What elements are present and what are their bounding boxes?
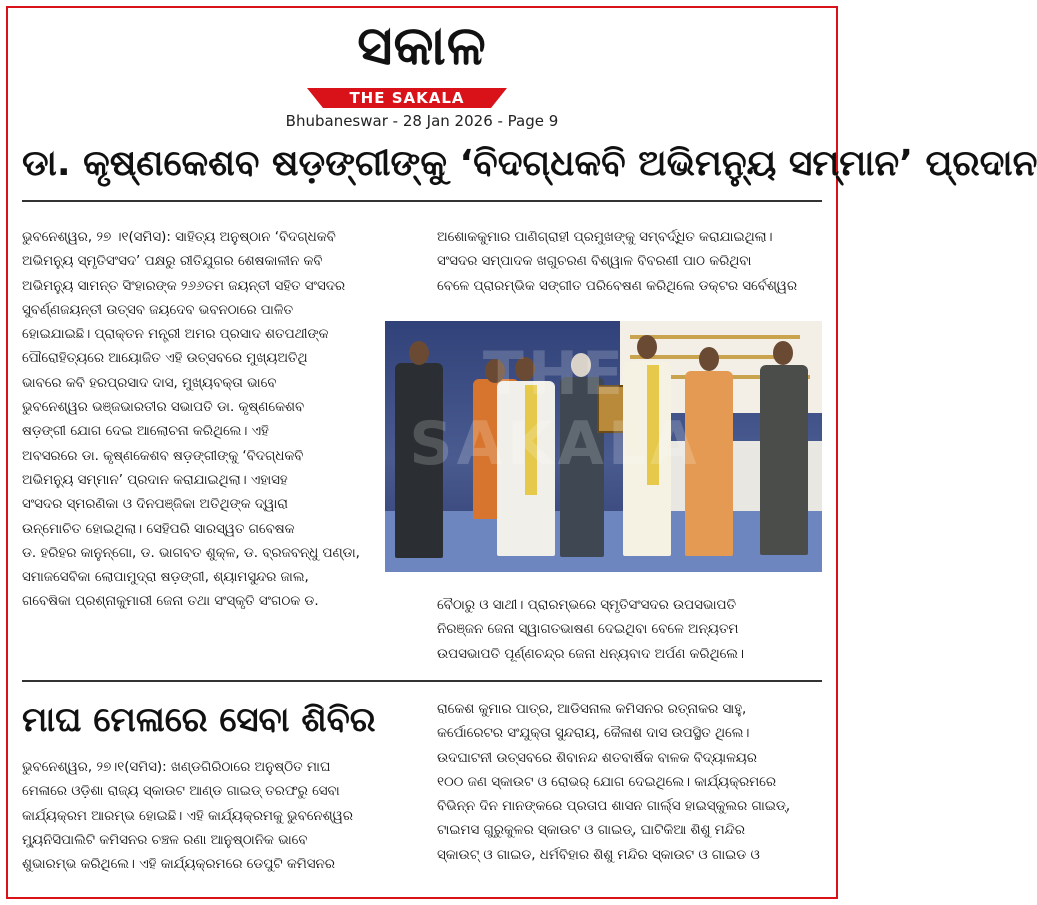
article-divider	[22, 680, 822, 682]
article-right-column-top	[437, 226, 823, 299]
article-line: ସଂସଦର ସମ୍ପାଦକ ଖଗୁଚରଣ ବିଶ୍ୱାଳ ବିବରଣୀ ପାଠ କରିଥିବା	[437, 254, 752, 270]
article-line: ଟାଇମସ ଗୁରୁକୁଳର ସ୍କାଉଟ ଓ ଗାଇଡ୍, ଘାଟିକିଆ ଶିଶୁ ମନ୍ଦିର	[437, 823, 745, 839]
article-line: ଡ. ହରିହର କାନୁନ୍‌ଗୋ, ଡ. ଭାଗବତ ଶୁକ୍ଳ, ଡ. ବ୍ରଜବନ୍ଧୁ ପଣ୍ଡା,	[22, 545, 360, 561]
article-line: ମେଳାରେ ଓଡ଼ିଶା ରାଜ୍ୟ ସ୍କାଉଟ ଆଣ୍ଡ ଗାଇଡ୍ ତରଫରୁ ସେବା	[22, 784, 340, 800]
event-photo	[385, 321, 822, 572]
article-line: କର୍ପୋରେଟର ସଂଯୁକ୍ତା ସୁନ୍ଦରାୟ, କୈଳାଶ ଦାସ ଉପସ୍ଥିତ ଥିଲେ।	[437, 726, 750, 742]
article-line: ଷଡ଼ଙ୍ଗୀ ଯୋଗ ଦେଇ ଆଲୋଚନା କରିଥିଲେ। ଏହି	[22, 424, 269, 440]
article-headline: ଡା. କୃଷ୍ଣକେଶବ ଷଡ଼ଙ୍ଗୀଙ୍କୁ ‘ବିଦଗ୍ଧକବି ଅଭିମନ୍ୟୁ ସମ୍ମାନ’ ପ୍ରଦାନ	[22, 143, 1037, 184]
article-left-column	[22, 226, 386, 615]
article-line: ବେଳେ ପ୍ରାରମ୍ଭିକ ସଙ୍ଗୀତ ପରିବେଷଣ କରିଥିଲେ ଡକ୍ଟର ସର୍ବେଶ୍ୱର	[437, 278, 798, 294]
dateline: Bhubaneswar - 28 Jan 2026 - Page 9	[285, 112, 559, 130]
article-line: ହୋଇଯାଇଛି। ପ୍ରାକ୍ତନ ମନ୍ତ୍ରୀ ଅମର ପ୍ରସାଦ ଶତପଥୀଙ୍କ	[22, 327, 329, 343]
article-line: ଗବେଷିକା ପ୍ରଶ୍ନାକୁମାରୀ ଜେନା ତଥା ସଂସ୍କୃତି ସଂଗଠକ ଡ.	[22, 594, 319, 610]
article-line: ମ୍ୟୁନିସିପାଲିଟି କମିସନର ଚଞ୍ଚଳ ରଣା ଆନୁଷ୍ଠାନିକ ଭାବେ	[22, 832, 308, 848]
article2-right-column	[437, 698, 823, 868]
article-line: ଉନ୍ମୋଚିତ ହୋଇଥିଲା। ସେହିପରି ସାରସ୍ୱତ ଗବେଷକ	[22, 521, 295, 537]
article-line: ଭୁବନେଶ୍ୱର ଭଞ୍ଜଭାରତୀର ସଭାପତି ଡା. କୃଷ୍ଣକେଶବ	[22, 400, 305, 416]
article2-left-column	[22, 756, 417, 877]
article-line: ଭୁବନେଶ୍ୱର, ୨୭।୧(ସମିସ): ଖଣ୍ଡଗିରିଠାରେ ଅନୁଷ୍ଠିତ ମାଘ	[22, 760, 331, 775]
article-line: ଶୁଭାରମ୍ଭ କରିଥିଲେ। ଏହି କାର୍ଯ୍ୟକ୍ରମରେ ଡେପୁଟି କମିସନର	[22, 857, 335, 873]
article-line: ସଂସଦର ସ୍ମରଣିକା ଓ ଦିନପଞ୍ଜିକା ଅତିଥିଙ୍କ ଦ୍ୱାରା	[22, 497, 288, 513]
article-line: ଭୁବନେଶ୍ୱର, ୨୭ ।୧(ସମିସ): ସାହିତ୍ୟ ଅନୁଷ୍ଠାନ ‘ବିଦଗ୍ଧକବି	[22, 230, 336, 245]
article-line: ଅଭିମନ୍ୟୁ ସମ୍ମାନ’ ପ୍ରଦାନ କରାଯାଇଥିଲା। ଏହାସହ	[22, 472, 288, 488]
newspaper-logo: ସକାଳ	[357, 14, 487, 77]
article-line: ରାକେଶ କୁମାର ପାତ୍ର, ଆଡିସନାଲ କମିସନର ରତ୍ନାକର ସାହୁ,	[437, 702, 747, 717]
photo-watermark: THE SAKALA	[409, 339, 701, 479]
article-line: ପୌରୋହିତ୍ୟରେ ଆୟୋଜିତ ଏହି ଉତ୍ସବରେ ମୁଖ୍ୟଅତିଥି	[22, 351, 308, 367]
logo-ribbon-text: THE SAKALA	[349, 89, 465, 107]
article-line: ବୈଠାରୁ ଓ ସାଥୀ। ପ୍ରାରମ୍ଭରେ ସ୍ମୃତିସଂସଦର ଉପସଭାପତି	[437, 598, 737, 613]
article-line: ୧୦୦ ଜଣ ସ୍କାଉଟ ଓ ରୋଭର୍ ଯୋଗ ଦେଇଥିଲେ। କାର୍ଯ୍ୟକ୍ରମରେ	[437, 774, 776, 790]
article-line: ଭାବରେ କବି ହରପ୍ରସାଦ ଦାସ, ମୁଖ୍ୟବକ୍ତା ଭାବେ	[22, 375, 277, 391]
article-right-column-bottom	[437, 594, 823, 667]
article2-headline: ମାଘ ମେଳାରେ ସେବା ଶିବିର	[22, 700, 376, 740]
article-line: ସମାଜସେବିକା ଲୋପାମୁଦ୍ରା ଷଡ଼ଙ୍ଗୀ, ଶ୍ୟାମସୁନ୍ଦର ଜାଲ,	[22, 570, 309, 586]
headline-divider	[22, 200, 822, 202]
article-line: ଉପସଭାପତି ପୂର୍ଣ୍ଣଚନ୍ଦ୍ର ଜେନା ଧନ୍ୟବାଦ ଅର୍ପଣ କରିଥିଲେ।	[437, 646, 744, 662]
article-line: ଅଭିମନ୍ୟୁ ସାମନ୍ତ ସିଂହାରଙ୍କ ୨୬୬ତମ ଜୟନ୍ତୀ ସହିତ ସଂସଦର	[22, 278, 346, 294]
article-line: ନିରଞ୍ଜନ ଜେନା ସ୍ୱାଗତଭାଷଣ ଦେଇଥିବା ବେଳେ ଅନ୍ୟତମ	[437, 622, 739, 638]
article-line: ଅଶୋକକୁମାର ପାଣିଗ୍ରାହୀ ପ୍ରମୁଖଙ୍କୁ ସମ୍ବର୍ଦ୍ଧିତ କରାଯାଇଥିଲା।	[437, 230, 773, 245]
person-figure	[760, 365, 808, 555]
article-line: ଉଦଘାଟନୀ ଉତ୍ସବରେ ଶିବାନନ୍ଦ ଶତବାର୍ଷିକ ବାଳକ ବିଦ୍ୟାଳୟର	[437, 750, 757, 766]
article-line: ସୁବର୍ଣ୍ଣଜୟନ୍ତୀ ଉତ୍ସବ ଜୟଦେବ ଭବନଠାରେ ପାଳିତ	[22, 302, 294, 318]
article-line: ଅଭିମନ୍ୟୁ ସ୍ମୃତିସଂସଦ’ ପକ୍ଷରୁ ରୀତିଯୁଗର ଶେଷକାଳୀନ କବି	[22, 254, 323, 270]
masthead	[0, 8, 844, 128]
article-line: ବିଭିନ୍ନ ଦିନ ମାନଙ୍କରେ ପ୍ରତାପ ଶାସନ ଗାର୍ଲ୍ସ ହାଇସ୍କୁଲର ଗାଇଡ୍,	[437, 799, 791, 815]
article-line: ଅବସରରେ ଡା. କୃଷ୍ଣକେଶବ ଷଡ଼ଙ୍ଗୀଙ୍କୁ ‘ବିଦଗ୍ଧକବି	[22, 448, 304, 464]
article-line: ସ୍କାଉଟ୍ ଓ ଗାଇଡ, ଧର୍ମବିହାର ଶିଶୁ ମନ୍ଦିର ସ୍କାଉଟ ଓ ଗାଇଡ ଓ	[437, 847, 760, 863]
article-line: କାର୍ଯ୍ୟକ୍ରମ ଆରମ୍ଭ ହୋଇଛି। ଏହି କାର୍ଯ୍ୟକ୍ରମକୁ ଭୁବନେଶ୍ୱର	[22, 808, 353, 824]
